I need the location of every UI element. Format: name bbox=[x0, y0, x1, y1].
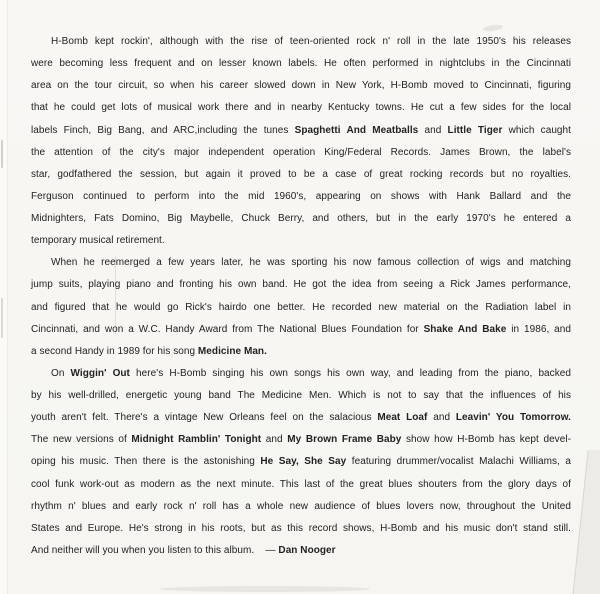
song-title: Shake And Bake bbox=[423, 323, 507, 335]
text-line-content bbox=[31, 279, 571, 290]
body-text: labels Finch, Big Bang, and ARC,including the tunes bbox=[31, 124, 295, 136]
page-edge-shadow bbox=[573, 450, 600, 594]
text-line-content bbox=[31, 80, 571, 91]
body-text: Cincinnati, and won a W.C. Handy Award from The National Blues Foundation for bbox=[31, 323, 424, 335]
body-text: area on the tour circuit, so when his career slowed down in New York, H-Bomb moved to Cincinnati, figuring bbox=[31, 80, 571, 92]
text-line-content bbox=[31, 302, 571, 313]
text-line-content bbox=[31, 346, 267, 357]
song-title: Medicine Man. bbox=[197, 345, 267, 357]
text-line bbox=[31, 429, 571, 451]
text-line-content bbox=[51, 368, 571, 379]
body-text: oping his music. Then there is the astonishing bbox=[31, 456, 261, 468]
scan-nick-mark bbox=[1, 298, 3, 338]
text-line bbox=[31, 341, 571, 363]
text-line-content bbox=[31, 102, 571, 113]
body-text: And neither will you when you listen to this album. — bbox=[31, 544, 279, 556]
byline-author: Dan Nooger bbox=[278, 544, 336, 556]
text-line bbox=[31, 274, 571, 296]
text-line bbox=[31, 164, 571, 186]
body-text: and figured that he would go Rick's hairdo one better. He recorded new material on the Radiation label in bbox=[31, 301, 571, 313]
body-text: star, godfathered the session, but again it proved to be a case of great rocking records but no royalties. bbox=[31, 168, 571, 180]
body-text: cool funk work-out as modern as the next minute. This last of the great blues shouters from the glory days of bbox=[31, 478, 571, 490]
text-line bbox=[31, 385, 571, 407]
text-line bbox=[31, 97, 571, 119]
body-text: On bbox=[51, 367, 71, 379]
text-line bbox=[31, 363, 571, 385]
song-title: Meat Loaf bbox=[377, 412, 428, 424]
body-text: were becoming less frequent and on lesser known labels. He often performed in nightclubs in the Cincinnati bbox=[31, 58, 571, 70]
body-text: temporary musical retirement. bbox=[31, 235, 165, 247]
text-line bbox=[31, 407, 571, 429]
body-text: featuring drummer/vocalist Malachi Williams, a bbox=[346, 456, 571, 468]
text-line-content bbox=[31, 501, 571, 512]
text-line bbox=[31, 53, 571, 75]
body-text: here's H-Bomb singing his own songs his own way, and leading from the piano, backed bbox=[129, 367, 571, 379]
body-text: show how H-Bomb has kept devel- bbox=[401, 434, 572, 446]
text-line-content bbox=[31, 169, 571, 180]
scan-smudge bbox=[160, 586, 370, 592]
text-line-content bbox=[51, 257, 571, 268]
text-line-content bbox=[31, 324, 571, 335]
text-line-content bbox=[31, 191, 571, 202]
text-line-content bbox=[51, 36, 571, 47]
text-line bbox=[31, 75, 571, 97]
text-line bbox=[31, 518, 571, 540]
body-text: States and Europe. He's strong in his roots, but as this record shows, H-Bomb and his music don't stand still. bbox=[31, 522, 571, 534]
text-line bbox=[31, 540, 571, 562]
song-title: Little Tiger bbox=[447, 124, 503, 136]
body-text: When he reemerged a few years later, he was sporting his now famous collection of wigs and matching bbox=[51, 257, 571, 269]
text-line bbox=[31, 297, 571, 319]
text-line-content bbox=[31, 412, 571, 423]
body-text: that he could get lots of musical work there and in nearby Kentucky towns. He cut a few sides for the local bbox=[31, 102, 571, 114]
song-title: Midnight Ramblin' Tonight bbox=[131, 434, 262, 446]
body-text: and bbox=[418, 124, 448, 136]
text-line bbox=[31, 474, 571, 496]
text-line bbox=[31, 252, 571, 274]
scan-nick-mark bbox=[1, 140, 3, 168]
body-text: the attention of the city's major independent operation King/Federal Records. James Brown, the label's bbox=[31, 146, 571, 158]
album-title: Wiggin' Out bbox=[70, 367, 130, 379]
body-text: jump suits, playing piano and fronting his own band. He got the idea from seeing a Rick James performance, bbox=[31, 279, 571, 291]
body-text: The new versions of bbox=[31, 434, 132, 446]
body-text: youth aren't felt. There's a vintage New Orleans feel on the salacious bbox=[31, 412, 378, 424]
text-line bbox=[31, 496, 571, 518]
song-title: Spaghetti And Meatballs bbox=[294, 124, 419, 136]
body-text: and bbox=[261, 434, 288, 446]
text-line-content bbox=[31, 545, 336, 556]
text-line-content bbox=[31, 523, 571, 534]
body-text: a second Handy in 1989 for his song bbox=[31, 345, 198, 357]
text-line bbox=[31, 451, 571, 473]
body-text: Midnighters, Fats Domino, Big Maybelle, Chuck Berry, and others, but in the early 1970's he entered a bbox=[31, 213, 571, 224]
text-line bbox=[31, 319, 571, 341]
text-line bbox=[31, 230, 571, 252]
scan-left-edge bbox=[0, 0, 8, 594]
text-line-content bbox=[31, 434, 571, 445]
text-line-content bbox=[31, 390, 571, 401]
text-line-content bbox=[31, 479, 571, 490]
text-line bbox=[31, 186, 571, 208]
liner-notes-text bbox=[31, 31, 571, 562]
body-text: rhythm n' blues and early rock n' roll has a whole new audience of blues lovers now, throughout the United bbox=[31, 500, 571, 512]
text-line-content bbox=[31, 147, 571, 158]
text-line bbox=[31, 208, 571, 230]
text-line-content bbox=[31, 213, 571, 224]
song-title: He Say, She Say bbox=[260, 456, 347, 468]
song-title: My Brown Frame Baby bbox=[287, 434, 402, 446]
body-text: and bbox=[427, 412, 456, 424]
body-text: Ferguson continued to perform into the mid 1960's, appearing on shows with Hank Ballard and the bbox=[31, 190, 571, 202]
text-line bbox=[31, 31, 571, 53]
text-line bbox=[31, 120, 571, 142]
body-text: by his well-drilled, energetic young band The Medicine Men. Which is not to say that the influences of his bbox=[31, 390, 571, 401]
text-line bbox=[31, 142, 571, 164]
body-text: which caught bbox=[502, 124, 571, 136]
text-line-content bbox=[31, 125, 571, 136]
text-line-content bbox=[31, 456, 571, 467]
text-line-content bbox=[31, 235, 165, 246]
song-title: Leavin' You Tomorrow. bbox=[455, 412, 571, 424]
text-line-content bbox=[31, 58, 571, 69]
body-text: H-Bomb kept rockin', although with the rise of teen-oriented rock n' roll in the late 1950's his releases bbox=[51, 36, 571, 47]
body-text: in 1986, and bbox=[506, 323, 571, 335]
